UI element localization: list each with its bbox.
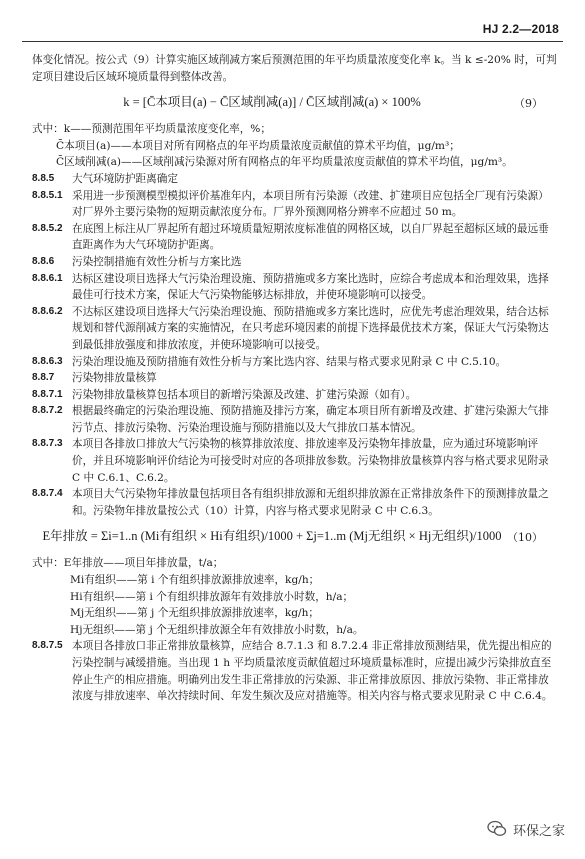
section: [32, 354, 557, 371]
section-text: 污染物排放量核算: [72, 372, 157, 385]
section-text: 本项目各排放口非正常排放量核算，应结合 8.7.1.3 和 8.7.2.4 非正常排放预测结果，优先提出相应的污染控制与减缓措施。当出现 1 h 平均质量浓度贡献值超过环境质量标准时，应提出减少污染排放直至停止生产的相应措施。明确列出发生非正常排放的污染源、非正常排放原因、排放污染物、非正常排放浓度与排放速率、单次持续时间、年发生频次及应对措施等。相关内容与格式要求见附录 C 中 C.6.4。: [72, 640, 553, 703]
section: [32, 486, 557, 519]
section: [32, 304, 557, 354]
section-number: 8.8.5: [32, 172, 55, 184]
def-10-2: Hi有组织——第 i 个有组织排放源年有效排放小时数，h/a；: [70, 590, 354, 603]
header-rule: [22, 41, 563, 42]
formula-10-definitions: [32, 555, 557, 638]
formula-10-number: （10）: [507, 531, 543, 545]
section-number: 8.8.7: [32, 372, 55, 384]
section-text: 本项目各排放口排放大气污染物的核算排放浓度、排放速率及污染物年排放量，应为通过环境影响评价，并且环境影响评价结论为可接受时对应的各项排放参数。污染物排放量核算内容与格式要求见附录 C 中 C.6.1、C.6.2。: [72, 438, 549, 484]
section: [32, 638, 557, 704]
section: [32, 387, 557, 404]
formula-10-body: E年排放 = Σi=1..n (Mi有组织 × Hi有组织)/1000 + Σj=1..m (Mj无组织 × Hj无组织)/1000: [42, 529, 502, 544]
section-number: 8.8.6: [32, 255, 55, 267]
section: [32, 171, 557, 188]
section: [32, 188, 557, 221]
section-text: 在底图上标注从厂界起所有超过环境质量短期浓度标准值的网格区域，以自厂界起至超标区域的最远垂直距离作为大气环境防护距离。: [72, 222, 549, 252]
section: [32, 370, 557, 387]
section: [32, 403, 557, 436]
section-number: 8.8.7.2: [32, 405, 63, 417]
section: [32, 221, 557, 254]
section-number: 8.8.7.3: [32, 438, 63, 450]
watermark-text: 环保之家: [512, 822, 565, 838]
page-content: [32, 52, 557, 705]
def-10-1: Mi有组织——第 i 个有组织排放源排放速率，kg/h；: [70, 574, 320, 587]
section-number: 8.8.6.1: [32, 272, 63, 284]
section-number: 8.8.6.2: [32, 305, 63, 317]
formula-10: [32, 523, 557, 553]
section-text: 污染控制措施有效性分析与方案比选: [72, 255, 242, 268]
section-number: 8.8.5.1: [32, 189, 63, 201]
wechat-icon: [487, 819, 507, 839]
section-text: 污染物排放量核算包括本项目的新增污染源及改建、扩建污染源（如有）。: [72, 388, 417, 401]
paragraph-continuation: 体变化情况。按公式（9）计算实施区域削减方案后预测范围的年平均质量浓度变化率 k。当 k ≤-20% 时，可判定项目建设后区域环境质量得到整体改善。: [32, 54, 557, 83]
def-9-0: 式中：k——预测范围年平均质量浓度变化率，%；: [32, 123, 271, 136]
section-text: 达标区建设项目选择大气污染治理设施、预防措施或多方案比选时，应综合考虑成本和治理效果，选择最佳可行技术方案，保证大气污染物能够达标排放，并使环境影响可以接受。: [72, 272, 549, 302]
def-9-1: C̄本项目(a)——本项目对所有网格点的年平均质量浓度贡献值的算术平均值，μg/m³；: [56, 139, 460, 152]
section-text: 采用进一步预测模型模拟评价基准年内，本项目所有污染源（改建、扩建项目应包括全厂现有污染源）对厂界外主要污染物的短期贡献浓度分布。厂界外预测网格分辨率不应超过 50 m。: [72, 189, 549, 219]
section-text: 根据最终确定的污染治理设施、预防措施及排污方案，确定本项目所有新增及改建、扩建污染源大气排污节点、排放污染物、污染治理设施与预防措施以及大气排放口基本情况。: [72, 405, 549, 434]
section: [32, 436, 557, 486]
section-text: 污染治理设施及预防措施有效性分析与方案比选内容、结果与格式要求见附录 C 中 C.5.10。: [72, 355, 507, 368]
watermark: [487, 819, 565, 839]
def-10-3: Mj无组织——第 j 个无组织排放源排放速率，kg/h；: [70, 607, 320, 620]
def-10-0: 式中：E年排放——项目年排放量，t/a；: [32, 557, 224, 570]
section-text: 大气环境防护距离确定: [72, 172, 178, 185]
section-number: 8.8.7.5: [32, 640, 63, 652]
section-number: 8.8.5.2: [32, 222, 63, 234]
section: [32, 254, 557, 271]
section-number: 8.8.7.1: [32, 388, 63, 400]
formula-9-number: （9）: [514, 97, 543, 111]
section-text: 不达标区建设项目选择大气污染治理设施、预防措施或多方案比选时，应优先考虑治理效果，结合达标规划和替代源削减方案的实施情况，在只考虑环境因素的前提下选择最优技术方案，保证大气污染物达到最低排放强度和排放浓度，并使环境影响可以接受。: [72, 305, 549, 351]
formula-9: [32, 89, 557, 119]
def-9-2: C̄区域削减(a)——区域削减污染源对所有网格点的年平均质量浓度贡献值的算术平均值，μg/m³。: [56, 156, 513, 169]
def-10-4: Hj无组织——第 j 个无组织排放源全年有效排放小时数，h/a。: [70, 623, 364, 636]
section: [32, 271, 557, 304]
section-text: 本项目大气污染物年排放量包括项目各有组织排放源和无组织排放源在正常排放条件下的预测排放量之和。污染物年排放量按公式（10）计算，内容与格式要求见附录 C 中 C.6.3。: [72, 488, 549, 517]
section-number: 8.8.6.3: [32, 355, 63, 367]
standard-code: HJ 2.2—2018: [482, 22, 559, 36]
formula-9-body: k = [C̄本项目(a) − C̄区域削减(a)] / C̄区域削减(a) × 100%: [123, 95, 421, 110]
section-number: 8.8.7.4: [32, 488, 63, 500]
formula-9-definitions: [32, 121, 557, 171]
